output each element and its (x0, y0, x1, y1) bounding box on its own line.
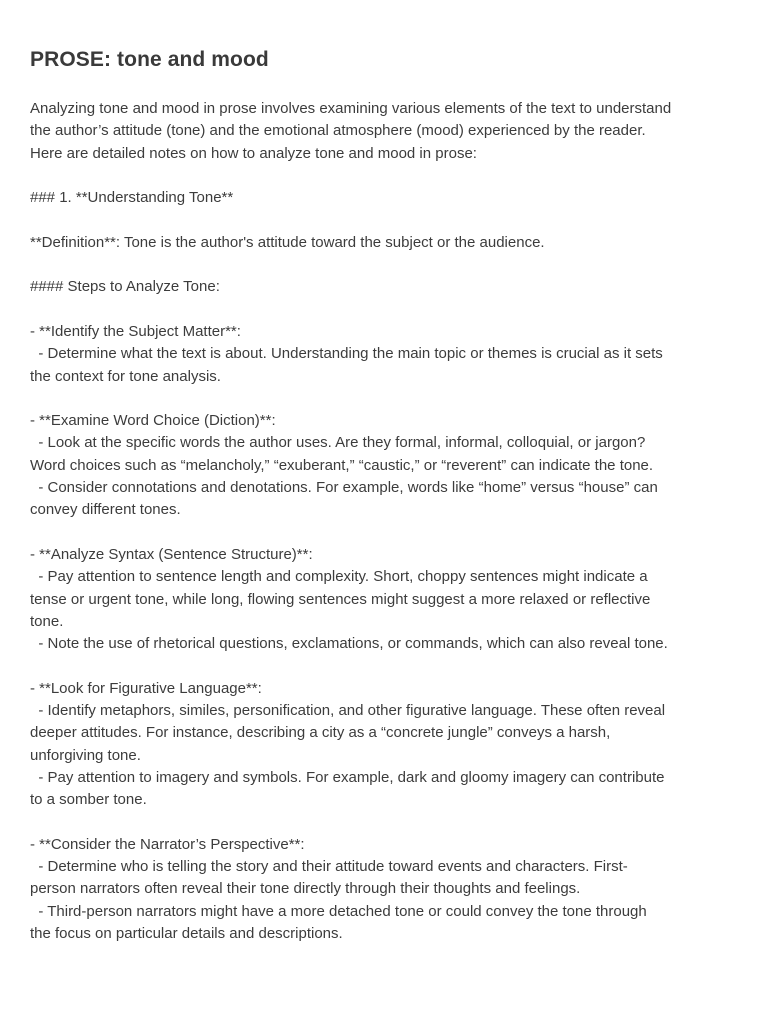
note-line: the focus on particular details and descriptions. (30, 924, 343, 942)
note-line: person narrators often reveal their tone directly through their thoughts and feelings. (30, 880, 581, 898)
note-line (30, 388, 742, 410)
note-line (30, 299, 742, 321)
note-line: - **Examine Word Choice (Diction)**: (30, 412, 276, 430)
note-line: convey different tones. (30, 501, 181, 519)
note-line (30, 209, 742, 231)
note-line: - Pay attention to sentence length and complexity. Short, choppy sentences might indicate a (30, 568, 648, 586)
note-line: - Third-person narrators might have a more detached tone or could convey the tone through (30, 902, 647, 920)
note-line (30, 812, 742, 834)
note-line: - Note the use of rhetorical questions, exclamations, or commands, which can also reveal tone. (30, 635, 668, 653)
note-line: - Look at the specific words the author uses. Are they formal, informal, colloquial, or jargon? (30, 434, 646, 452)
note-line: - **Analyze Syntax (Sentence Structure)**: (30, 545, 313, 563)
note-line: - Determine what the text is about. Understanding the main topic or themes is crucial as it sets (30, 345, 663, 363)
note-body (30, 98, 742, 945)
note-line: - Identify metaphors, similes, personification, and other figurative language. These often reveal (30, 702, 666, 720)
note-line: - Determine who is telling the story and their attitude toward events and characters. First- (30, 858, 628, 876)
note-line: Here are detailed notes on how to analyze tone and mood in prose: (30, 144, 477, 162)
note-line: Analyzing tone and mood in prose involves examining various elements of the text to understand (30, 100, 672, 117)
note-line: - Consider connotations and denotations. For example, words like “home” versus “house” can (30, 479, 658, 497)
note-line: **Definition**: Tone is the author's attitude toward the subject or the audience. (30, 233, 545, 251)
note-line: unforgiving tone. (30, 746, 141, 764)
note-line: - Pay attention to imagery and symbols. For example, dark and gloomy imagery can contribute (30, 768, 665, 786)
note-line: - **Look for Figurative Language**: (30, 679, 262, 697)
note-document (30, 44, 742, 945)
note-line: the author’s attitude (tone) and the emotional atmosphere (mood) experienced by the reader. (30, 122, 646, 140)
note-line (30, 165, 742, 187)
note-line: tense or urgent tone, while long, flowing sentences might suggest a more relaxed or reflective (30, 590, 651, 608)
note-line (30, 522, 742, 544)
note-line: Word choices such as “melancholy,” “exuberant,” “caustic,” or “reverent” can indicate the tone. (30, 456, 654, 474)
note-line: deeper attitudes. For instance, describing a city as a “concrete jungle” conveys a harsh, (30, 724, 611, 742)
note-line: tone. (30, 612, 64, 630)
note-line (30, 254, 742, 276)
note-line: - **Identify the Subject Matter**: (30, 322, 241, 340)
note-line: ### 1. **Understanding Tone** (30, 189, 234, 207)
note-line: #### Steps to Analyze Tone: (30, 278, 220, 296)
note-line: the context for tone analysis. (30, 367, 221, 385)
note-title: PROSE: tone and mood (30, 48, 269, 71)
note-line: - **Consider the Narrator’s Perspective**: (30, 835, 305, 853)
note-line (30, 655, 742, 677)
note-line: to a somber tone. (30, 791, 147, 809)
